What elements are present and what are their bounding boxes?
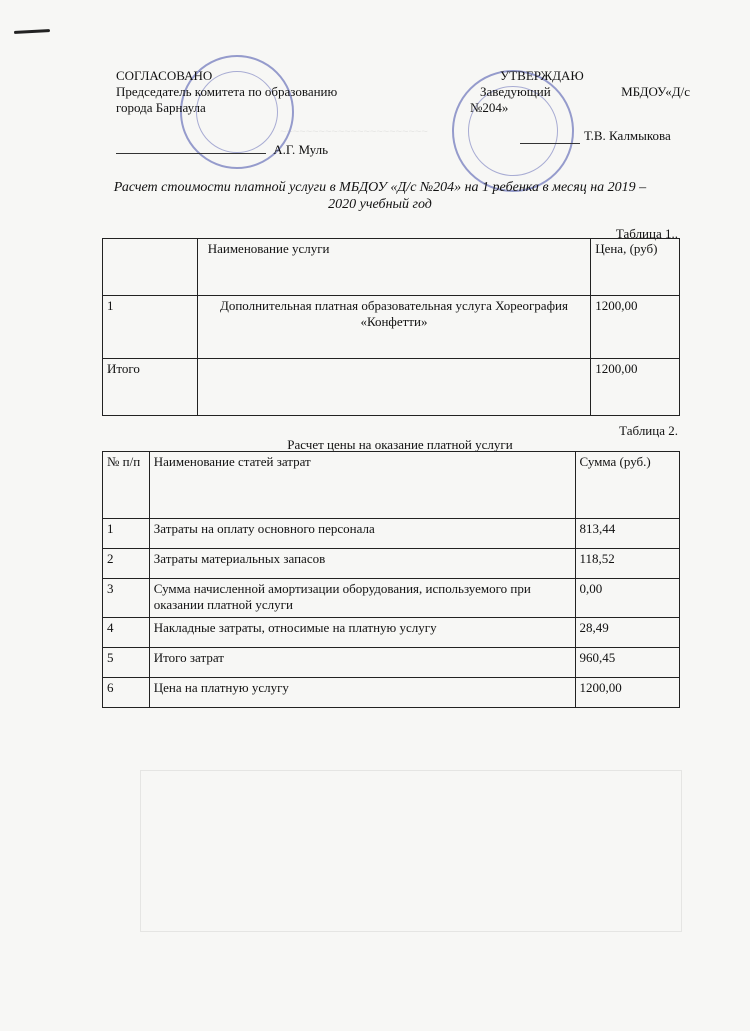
table-cell: 3 <box>103 579 150 618</box>
approval-left-position: Председатель комитета по образованию <box>116 84 338 99</box>
table-cell: Затраты материальных запасов <box>149 549 575 579</box>
table-total-row <box>103 359 680 416</box>
table-cell: 0,00 <box>575 579 680 618</box>
table-cell: 118,52 <box>575 549 680 579</box>
approval-block-right <box>470 68 690 144</box>
table-cell: Итого <box>103 359 198 416</box>
table-cell: 1 <box>103 519 150 549</box>
approval-left-signer: А.Г. Муль <box>273 142 329 157</box>
approval-right-heading: УТВЕРЖДАЮ <box>500 68 584 83</box>
table-row <box>103 549 680 579</box>
document-title: Расчет стоимости платной услуги в МБДОУ «Д/с №204» на 1 ребенка в месяц на 2019 – 2020 учебный год <box>113 180 647 212</box>
table-header-cell: Цена, (руб) <box>591 239 680 296</box>
bleed-through-table <box>140 770 682 932</box>
bleed-through-text: ~~~~~~~~~~~~~~~~~~~~~~~ <box>280 126 428 138</box>
table-row <box>103 678 680 708</box>
table-cell: 28,49 <box>575 618 680 648</box>
table-header-row <box>103 452 680 519</box>
approval-right-signer: Т.В. Калмыкова <box>584 128 671 143</box>
table-row <box>103 296 680 359</box>
table-cell: Итого затрат <box>149 648 575 678</box>
approval-right-org: МБДОУ«Д/с <box>621 84 690 99</box>
table-cell: Сумма начисленной амортизации оборудования, используемого при оказании платной услуги <box>149 579 575 618</box>
approval-left-city: города Барнаула <box>116 100 206 115</box>
table-header-cell: Сумма (руб.) <box>575 452 680 519</box>
table-cell: 813,44 <box>575 519 680 549</box>
table-cell: Накладные затраты, относимые на платную услугу <box>149 618 575 648</box>
table-cell: 1200,00 <box>591 296 680 359</box>
table-header-cell: Наименование услуги <box>197 239 590 296</box>
table-row <box>103 579 680 618</box>
table-cell: 1 <box>103 296 198 359</box>
table-header-cell: Наименование статей затрат <box>149 452 575 519</box>
table-cell: Дополнительная платная образовательная услуга Хореография «Конфетти» <box>197 296 590 359</box>
signature-line-right <box>520 143 580 144</box>
table-cell: 960,45 <box>575 648 680 678</box>
table2-title: Расчет цены на оказание платной услуги <box>287 437 513 452</box>
table-header-row <box>103 239 680 296</box>
table-cell: Цена на платную услугу <box>149 678 575 708</box>
approval-right-position: Заведующий <box>480 84 551 99</box>
table-header-cell <box>103 239 198 296</box>
table-cell: 2 <box>103 549 150 579</box>
table-cell: 1200,00 <box>575 678 680 708</box>
table2-label: Таблица 2. <box>619 423 678 438</box>
approval-block-left <box>116 68 416 158</box>
table-cost-calculation <box>102 451 680 708</box>
table-row <box>103 618 680 648</box>
approval-left-heading: СОГЛАСОВАНО <box>116 68 213 83</box>
table-header-cell: № п/п <box>103 452 150 519</box>
table-cell: 1200,00 <box>591 359 680 416</box>
corner-mark <box>14 29 50 34</box>
table-row <box>103 519 680 549</box>
approval-right-number: №204» <box>470 100 509 115</box>
signature-line-left <box>116 153 266 154</box>
table-cell: 5 <box>103 648 150 678</box>
table-row <box>103 648 680 678</box>
table-cell <box>197 359 590 416</box>
table-cell: 6 <box>103 678 150 708</box>
table-services <box>102 238 680 416</box>
table-cell: Затраты на оплату основного персонала <box>149 519 575 549</box>
table1-label: Таблица 1.. <box>615 226 678 241</box>
table-cell: 4 <box>103 618 150 648</box>
